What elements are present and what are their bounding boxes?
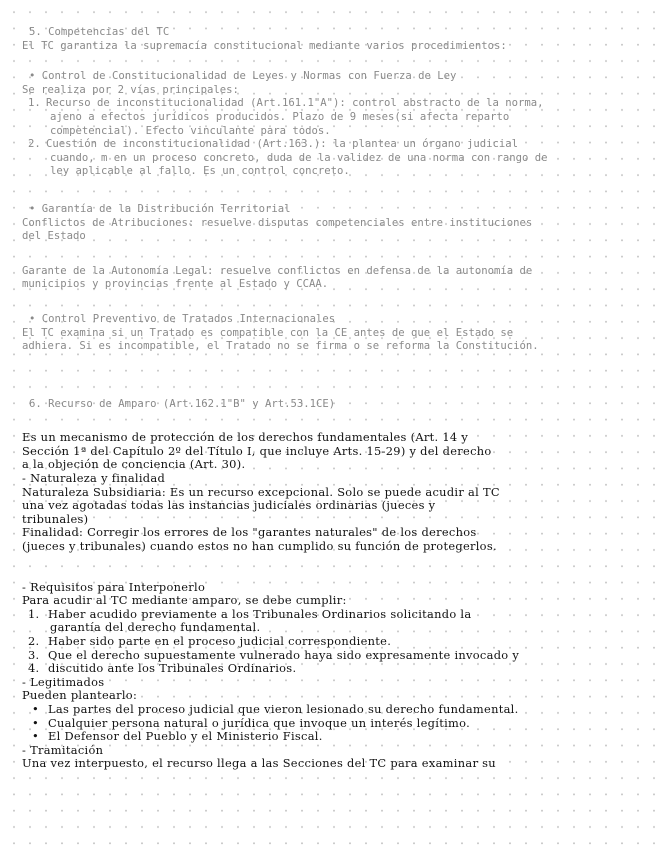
control-intro: Se realiza por 2 vías principales: [22, 83, 239, 96]
requisito-item-4 [22, 662, 612, 676]
requisito-3-line-1: Que el derecho supuestamente vulnerado haya sido expresamente invocado y [48, 647, 520, 662]
legitimado-item-2 [22, 717, 612, 731]
list-number: 2. [28, 634, 40, 648]
finalidad-line-2: (jueces y tribunales) cuando estos no han cumplido su función de protegerlos. [22, 539, 497, 554]
legitimado-item-1 [22, 703, 612, 717]
control-item-1-line-2: ajeno a efectos jurídicos producidos. Plazo de 9 meses(si afecta reparto [50, 110, 510, 123]
control-heading [22, 70, 612, 84]
legitimados-heading: - Legitimados [22, 674, 105, 689]
requisito-1-line-1: Haber acudido previamente a los Tribunales Ordinarios solicitando la [48, 606, 472, 621]
preventivo-heading [22, 313, 612, 327]
control-item-1-line-3: competencial). Efecto vinculante para todos. [50, 124, 331, 137]
requisito-item-1 [22, 608, 612, 622]
legitimados-list [22, 703, 612, 744]
bullet-icon: • [32, 729, 40, 744]
control-item-2-line-2: cuando, m en un proceso concreto, duda de la validez de una norma con rango de [50, 151, 548, 164]
garantia-heading-text: Garantía de la Distribución Territorial [41, 202, 291, 215]
bullet-icon: • [29, 202, 36, 215]
bullet-icon: • [32, 701, 40, 716]
control-item-2-line-3: ley aplicable al fallo. Es un control concreto. [50, 165, 350, 178]
finalidad-line-1: Finalidad: Corregir los errores de los "garantes naturales" de los derechos [22, 525, 477, 540]
requisito-item-3 [22, 649, 612, 663]
control-heading-text: Control de Constitucionalidad de Leyes y Normas con Fuerza de Ley [41, 70, 457, 83]
legitimado-3-text: El Defensor del Pueblo y el Ministerio Fiscal. [48, 729, 323, 744]
bullet-icon: • [32, 715, 40, 730]
requisito-4-line-1: discutido ante los Tribunales Ordinarios. [48, 661, 297, 676]
naturaleza-line-2: una vez agotadas todas las instancias judiciales ordinarias (jueces y [22, 498, 436, 513]
control-item-2 [22, 138, 612, 179]
list-number: 3. [28, 647, 40, 662]
control-item-2-line-1: Cuestión de inconstitucionalidad (Art.163.): la plantea un órgano judicial [46, 138, 518, 151]
legitimados-intro: Pueden plantearlo: [22, 688, 138, 703]
preventivo-heading-text: Control Preventivo de Tratados Internacionales [41, 312, 336, 325]
preventivo-line-1: El TC examina si un Tratado es compatible con la CE antes de que el Estado se [22, 326, 514, 339]
naturaleza-line-3: tribunales) [22, 511, 89, 526]
garantia-p2-line-1: Garante de la Autonomía Legal: resuelve conflictos en defensa de la autonomía de [22, 264, 533, 277]
list-number: 1. [28, 97, 41, 110]
legitimado-1-text: Las partes del proceso judicial que vieron lesionado su derecho fundamental. [48, 701, 519, 716]
bullet-icon: • [29, 312, 36, 325]
tramitacion-heading: - Tramitación [22, 742, 104, 757]
bullet-icon: • [29, 70, 36, 83]
legitimado-item-3 [22, 730, 612, 744]
naturaleza-line-1: Naturaleza Subsidiaria: Es un recurso excepcional. Solo se puede acudir al TC [22, 484, 500, 499]
section-5-heading: 5. Competencias del TC [29, 26, 170, 38]
list-number: 4. [28, 661, 40, 676]
naturaleza-heading: - Naturaleza y finalidad [22, 471, 166, 486]
control-list [22, 97, 612, 179]
control-item-1-line-1: Recurso de inconstitucionalidad (Art.161.1"A"): control abstracto de la norma, [46, 97, 544, 110]
list-number: 2. [28, 138, 41, 151]
garantia-p1-line-2: del Estado [22, 230, 86, 243]
control-item-1 [22, 97, 612, 138]
garantia-p1-line-1: Conflictos de Atribuciones: resuelve disputas competenciales entre instituciones [22, 216, 533, 229]
tramitacion-line-1: Una vez interpuesto, el recurso llega a las Secciones del TC para examinar su [22, 756, 496, 771]
amparo-intro-line-2: Sección 1ª del Capítulo 2º del Título I, que incluye Arts. 15-29) y del derecho [22, 443, 492, 458]
garantia-heading [22, 203, 612, 217]
section-5-intro: El TC garantiza la supremacía constitucional mediante varios procedimientos: [22, 39, 507, 52]
requisito-item-2 [22, 635, 612, 649]
amparo-intro-line-3: a la objeción de conciencia (Art. 30). [22, 457, 246, 472]
requisito-1-line-2: garantía del derecho fundamental. [50, 620, 261, 635]
garantia-p2-line-2: municipios y provincias frente al Estado y CCAA. [22, 278, 329, 291]
legitimado-2-text: Cualquier persona natural o jurídica que invoque un interés legítimo. [48, 715, 471, 730]
requisitos-intro: Para acudir al TC mediante amparo, se debe cumplir: [22, 593, 347, 608]
requisito-2-line-1: Haber sido parte en el proceso judicial correspondiente. [48, 634, 392, 648]
list-number: 1. [28, 606, 40, 621]
document-body [22, 26, 612, 771]
requisitos-heading: - Requisitos para Interponerlo [22, 579, 206, 594]
section-6-body [22, 431, 612, 771]
amparo-intro-line-1: Es un mecanismo de protección de los derechos fundamentales (Art. 14 y [22, 430, 469, 445]
requisitos-list [22, 608, 612, 676]
section-6-heading: 6. Recurso de Amparo (Art.162.1"B" y Art.53.1CE) [29, 397, 336, 410]
preventivo-line-2: adhiera. Si es incompatible, el Tratado no se firma o se reforma la Constitución. [22, 340, 539, 353]
